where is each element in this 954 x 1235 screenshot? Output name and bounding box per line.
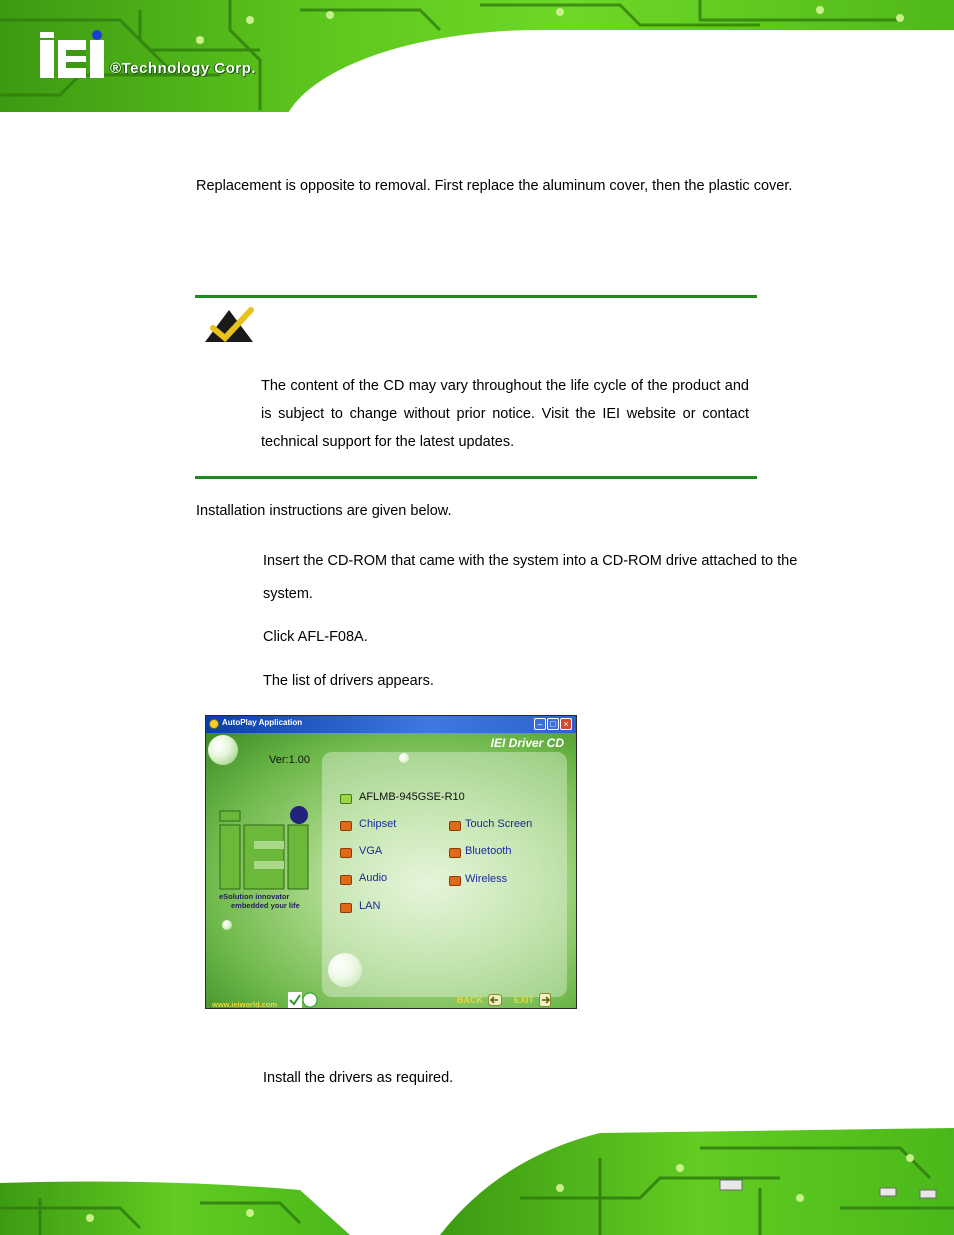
maximize-button[interactable]: □	[547, 718, 559, 730]
product-icon	[340, 794, 352, 804]
website-link[interactable]: www.ieiworld.com	[212, 1000, 278, 1009]
exit-button[interactable]: EXIT	[514, 995, 535, 1005]
exit-door-icon[interactable]	[539, 993, 551, 1007]
page-header-banner	[0, 0, 954, 112]
certification-icons	[288, 992, 318, 1008]
driver-icon	[340, 848, 352, 858]
step-4: Install the drivers as required.	[263, 1070, 454, 1086]
driver-icon	[340, 875, 352, 885]
decor-bubble	[208, 735, 238, 765]
step-2: Click AFL-F08A.	[263, 629, 368, 645]
product-name[interactable]: AFLMB-945GSE-R10	[359, 791, 465, 803]
brand-name: ®Technology Corp.	[110, 60, 256, 77]
driver-vga[interactable]: VGA	[359, 845, 383, 857]
driver-audio[interactable]: Audio	[359, 872, 388, 884]
window-titlebar	[206, 716, 576, 733]
tagline-2: embedded your life	[231, 901, 300, 910]
back-arrow-icon[interactable]	[488, 994, 502, 1006]
driver-touch-screen[interactable]: Touch Screen	[465, 818, 533, 830]
driver-wireless[interactable]: Wireless	[465, 873, 508, 885]
tagline-1: eSolution innovator	[219, 892, 290, 901]
driver-lan[interactable]: LAN	[359, 900, 381, 912]
driver-bluetooth[interactable]: Bluetooth	[465, 845, 512, 857]
driver-icon	[449, 876, 461, 886]
circuit-board-footer-pattern	[0, 1128, 954, 1235]
version-label: Ver:1.00	[269, 754, 310, 766]
checkmark-note-icon	[203, 306, 255, 344]
driver-icon	[340, 903, 352, 913]
window-body	[206, 733, 576, 1008]
driver-cd-header: IEI Driver CD	[490, 736, 564, 750]
back-button[interactable]: BACK	[457, 995, 483, 1005]
app-icon	[209, 719, 219, 729]
driver-icon	[449, 821, 461, 831]
note-bottom-rule	[195, 476, 757, 479]
close-button[interactable]: ×	[560, 718, 572, 730]
iei-logo-icon	[216, 805, 326, 895]
intro-paragraph: Replacement is opposite to removal. First replace the aluminum cover, then the plastic cover.	[196, 178, 793, 194]
driver-icon	[340, 821, 352, 831]
decor-bubble	[222, 920, 232, 930]
iei-logo-icon	[38, 30, 108, 80]
page-footer-banner	[0, 1128, 954, 1235]
driver-cd-screenshot	[205, 715, 577, 1009]
driver-chipset[interactable]: Chipset	[359, 818, 397, 830]
window-title: AutoPlay Application	[222, 718, 303, 727]
step-1: Insert the CD-ROM that came with the system into a CD-ROM drive attached to the system.	[263, 553, 798, 602]
note-text: The content of the CD may vary throughout the life cycle of the product and is subject to change without prior notice. Visit the IEI website or contact technical support for the latest updates.	[261, 378, 749, 450]
step-3: The list of drivers appears.	[263, 673, 434, 689]
minimize-button[interactable]: –	[534, 718, 546, 730]
driver-icon	[449, 848, 461, 858]
note-top-rule	[195, 295, 757, 298]
instructions-intro: Installation instructions are given below.	[196, 503, 452, 519]
